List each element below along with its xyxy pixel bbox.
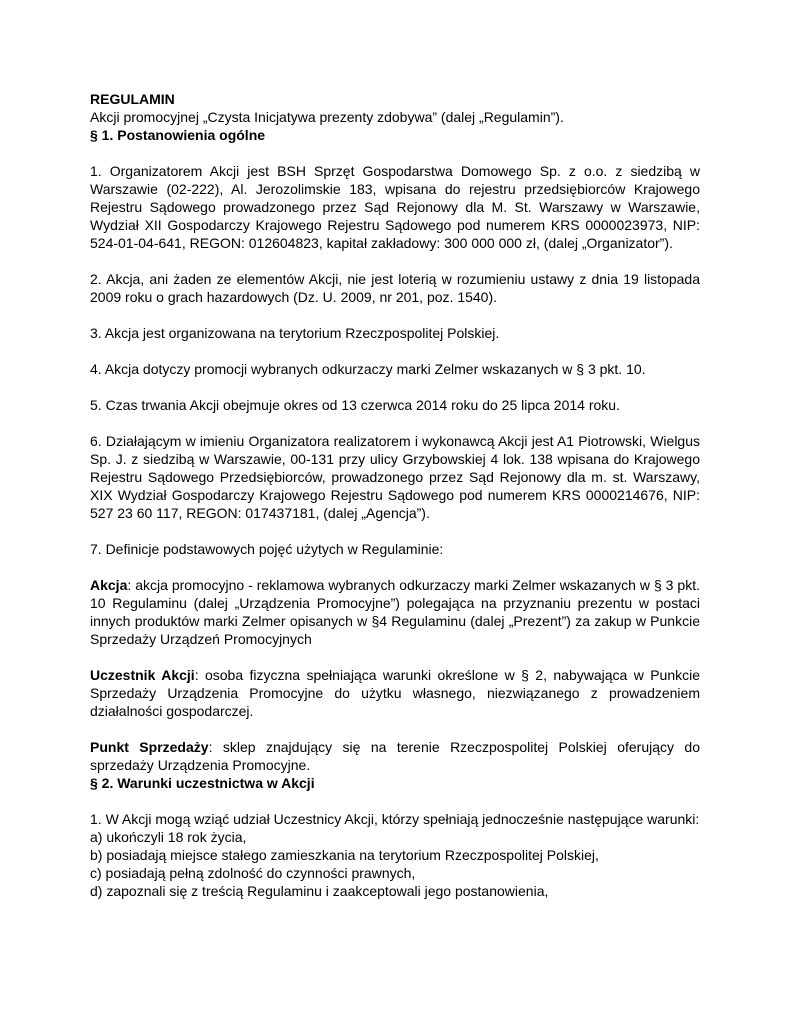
- document-body: [90, 90, 700, 900]
- section-1-paragraph-4: 4. Akcja dotyczy promocji wybranych odkurzaczy marki Zelmer wskazanych w § 3 pkt. 10.: [90, 361, 646, 377]
- definition-uczestnik-akcji: [90, 666, 700, 720]
- section-1-paragraph-6: 6. Działającym w imieniu Organizatora realizatorem i wykonawcą Akcji jest A1 Piotrowski, Wielgus Sp. J. z siedzibą w Warszawie, 00-131 przy ulicy Grzybowskiej 4 lok. 138 wpisana do Krajowego Rejestru Sądowego Przedsiębiorców, prowadzonego przez Sąd Rejonowy dla m. st. Warszawy, XIX Wydział Gospodarczy Krajowego Rejestru Sądowego pod numerem KRS 0000214676, NIP: 527 23 60 117, REGON: 017437181, (dalej „Agencja”).: [90, 433, 700, 521]
- definition-text: : sklep znajdujący się na terenie Rzeczpospolitej Polskiej oferujący do sprzedaży Urządzenia Promocyjne.: [90, 739, 700, 773]
- section-1-paragraph-3: 3. Akcja jest organizowana na terytorium Rzeczpospolitej Polskiej.: [90, 325, 500, 341]
- section-1-paragraph-1: 1. Organizatorem Akcji jest BSH Sprzęt Gospodarstwa Domowego Sp. z o.o. z siedzibą w Warszawie (02-222), Al. Jerozolimskie 183, wpisana do rejestru przedsiębiorców Krajowego Rejestru Sądowego prowadzonego przez Sąd Rejonowy dla M. St. Warszawy w Warszawie, Wydział XII Gospodarczy Krajowego Rejestru Sądowego pod numerem KRS 0000023973, NIP: 524-01-04-641, REGON: 012604823, kapitał zakładowy: 300 000 000 zł, (dalej „Organizator”).: [90, 163, 700, 251]
- section-2-paragraph-1: 1. W Akcji mogą wziąć udział Uczestnicy Akcji, którzy spełniają jednocześnie następujące warunki:: [90, 811, 700, 827]
- section-1-paragraph-7: 7. Definicje podstawowych pojęć użytych w Regulaminie:: [90, 541, 444, 557]
- condition-item-b: b) posiadają miejsce stałego zamieszkania na terytorium Rzeczpospolitej Polskiej,: [90, 847, 599, 863]
- definition-text: : osoba fizyczna spełniająca warunki określone w § 2, nabywająca w Punkcie Sprzedaży Urządzenia Promocyjne do użytku własnego, niezwiązanego z prowadzeniem działalności gospodarczej.: [90, 667, 701, 719]
- definition-akcja: [90, 576, 700, 648]
- section-1-paragraph-5: 5. Czas trwania Akcji obejmuje okres od 13 czerwca 2014 roku do 25 lipca 2014 roku.: [90, 397, 620, 413]
- section-1-paragraph-2: 2. Akcja, ani żaden ze elementów Akcji, nie jest loterią w rozumieniu ustawy z dnia 19 listopada 2009 roku o grach hazardowych (Dz. U. 2009, nr 201, poz. 1540).: [90, 271, 700, 305]
- doc-subtitle: Akcji promocyjnej „Czysta Inicjatywa prezenty zdobywa” (dalej „Regulamin”).: [90, 109, 564, 125]
- definition-term: Punkt Sprzedaży: [90, 739, 209, 755]
- definition-term: Uczestnik Akcji: [90, 667, 195, 683]
- definition-punkt-sprzedazy: [90, 738, 700, 774]
- condition-item-d: d) zapoznali się z treścią Regulaminu i zaakceptowali jego postanowienia,: [90, 883, 549, 899]
- condition-item-c: c) posiadają pełną zdolność do czynności prawnych,: [90, 865, 416, 881]
- doc-title: REGULAMIN: [90, 91, 175, 107]
- section-2-heading: § 2. Warunki uczestnictwa w Akcji: [90, 775, 315, 791]
- section-1-heading: § 1. Postanowienia ogólne: [90, 127, 266, 143]
- definition-term: Akcja: [90, 577, 128, 593]
- condition-item-a: a) ukończyli 18 rok życia,: [90, 829, 247, 845]
- definition-text: : akcja promocyjno - reklamowa wybranych odkurzaczy marki Zelmer wskazanych w § 3 pkt. 10 Regulaminu (dalej „Urządzenia Promocyjne”) polegająca na przyznaniu prezentu w postaci innych produktów marki Zelmer opisanych w §4 Regulaminu (dalej „Prezent”) za zakup w Punkcie Sprzedaży Urządzeń Promocyjnych: [90, 577, 700, 647]
